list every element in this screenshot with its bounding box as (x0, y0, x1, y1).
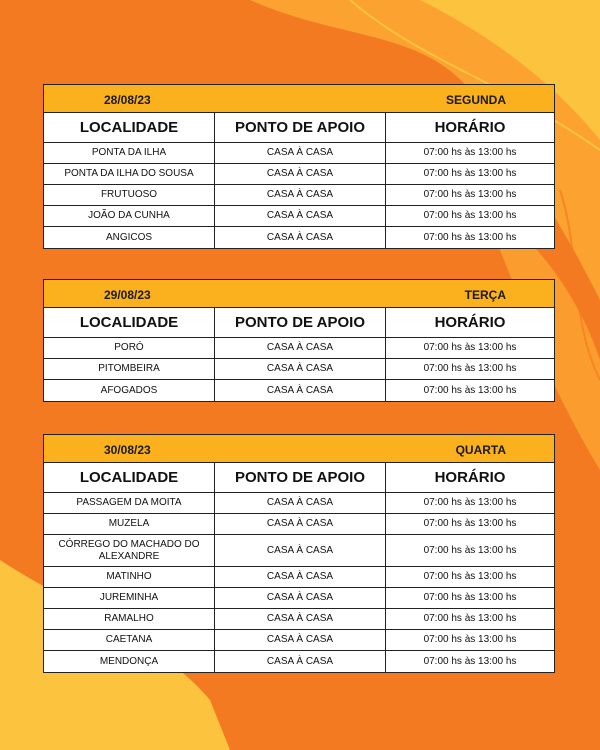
table-header (44, 308, 554, 338)
header-horario: HORÁRIO (434, 119, 506, 136)
cell-localidade: CAETANA (44, 630, 215, 650)
weekday-label: QUARTA (455, 443, 506, 457)
table-row (44, 227, 554, 248)
header-horario: HORÁRIO (434, 314, 506, 331)
date-label: 30/08/23 (104, 443, 151, 457)
date-bar (44, 85, 554, 113)
cell-horario: 07:00 hs às 13:00 hs (423, 168, 517, 179)
cell-horario: 07:00 hs às 13:00 hs (423, 655, 517, 667)
schedule-table-segunda (43, 84, 555, 249)
cell-horario: 07:00 hs às 13:00 hs (423, 189, 517, 200)
table-row (44, 359, 554, 380)
cell-horario: 07:00 hs às 13:00 hs (423, 147, 517, 158)
cell-localidade: AFOGADOS (44, 380, 215, 401)
cell-localidade: PASSAGEM DA MOITA (44, 493, 215, 513)
date-bar (44, 435, 554, 463)
table-row (44, 143, 554, 164)
table-row (44, 567, 554, 588)
cell-ponto: CASA À CASA (215, 493, 386, 513)
cell-horario: 07:00 hs às 13:00 hs (423, 363, 517, 374)
cell-ponto: CASA À CASA (215, 227, 386, 248)
table-row (44, 609, 554, 630)
cell-localidade: PONTA DA ILHA DO SOUSA (44, 164, 215, 184)
cell-horario: 07:00 hs às 13:00 hs (423, 592, 517, 603)
cell-horario: 07:00 hs às 13:00 hs (423, 613, 517, 624)
cell-horario: 07:00 hs às 13:00 hs (423, 497, 517, 508)
table-row (44, 206, 554, 227)
table-row (44, 380, 554, 401)
cell-ponto: CASA À CASA (215, 206, 386, 226)
cell-localidade: MENDONÇA (44, 651, 215, 672)
cell-ponto: CASA À CASA (215, 338, 386, 358)
cell-horario: 07:00 hs às 13:00 hs (423, 231, 517, 243)
cell-localidade: PONTA DA ILHA (44, 143, 215, 163)
header-localidade: LOCALIDADE (44, 113, 215, 142)
cell-horario: 07:00 hs às 13:00 hs (423, 544, 517, 556)
date-label: 28/08/23 (104, 93, 151, 107)
cell-ponto: CASA À CASA (215, 651, 386, 672)
cell-localidade: JUREMINHA (44, 588, 215, 608)
schedule-table-terca (43, 279, 555, 402)
date-label: 29/08/23 (104, 288, 151, 302)
header-ponto-de-apoio: PONTO DE APOIO (215, 113, 386, 142)
header-ponto-de-apoio: PONTO DE APOIO (215, 308, 386, 337)
cell-horario: 07:00 hs às 13:00 hs (423, 342, 517, 353)
cell-ponto: CASA À CASA (215, 535, 386, 566)
schedule-table-quarta (43, 434, 555, 673)
table-row (44, 338, 554, 359)
cell-horario: 07:00 hs às 13:00 hs (423, 384, 517, 396)
table-row (44, 514, 554, 535)
cell-ponto: CASA À CASA (215, 514, 386, 534)
weekday-label: SEGUNDA (445, 93, 506, 107)
table-row (44, 630, 554, 651)
cell-horario: 07:00 hs às 13:00 hs (423, 518, 517, 529)
cell-localidade: MUZELA (44, 514, 215, 534)
cell-localidade: JOÃO DA CUNHA (44, 206, 215, 226)
header-localidade: LOCALIDADE (44, 308, 215, 337)
table-header (44, 463, 554, 493)
cell-localidade: PITOMBEIRA (44, 359, 215, 379)
cell-localidade: ANGICOS (44, 227, 215, 248)
date-bar (44, 280, 554, 308)
table-row (44, 535, 554, 567)
cell-ponto: CASA À CASA (215, 609, 386, 629)
cell-localidade: FRUTUOSO (44, 185, 215, 205)
cell-ponto: CASA À CASA (215, 359, 386, 379)
table-row (44, 493, 554, 514)
cell-ponto: CASA À CASA (215, 567, 386, 587)
cell-localidade: PORÓ (44, 338, 215, 358)
table-header (44, 113, 554, 143)
cell-localidade: CÓRREGO DO MACHADO DO ALEXANDRE (44, 535, 215, 566)
cell-ponto: CASA À CASA (215, 588, 386, 608)
header-ponto-de-apoio: PONTO DE APOIO (215, 463, 386, 492)
cell-ponto: CASA À CASA (215, 143, 386, 163)
cell-horario: 07:00 hs às 13:00 hs (423, 210, 517, 221)
weekday-label: TERÇA (464, 288, 506, 302)
table-row (44, 588, 554, 609)
cell-ponto: CASA À CASA (215, 185, 386, 205)
cell-ponto: CASA À CASA (215, 630, 386, 650)
cell-horario: 07:00 hs às 13:00 hs (423, 571, 517, 582)
header-localidade: LOCALIDADE (44, 463, 215, 492)
table-row (44, 185, 554, 206)
table-row (44, 164, 554, 185)
cell-localidade: MATINHO (44, 567, 215, 587)
cell-ponto: CASA À CASA (215, 164, 386, 184)
table-row (44, 651, 554, 672)
header-horario: HORÁRIO (434, 469, 506, 486)
cell-localidade: RAMALHO (44, 609, 215, 629)
cell-ponto: CASA À CASA (215, 380, 386, 401)
cell-horario: 07:00 hs às 13:00 hs (423, 634, 517, 645)
